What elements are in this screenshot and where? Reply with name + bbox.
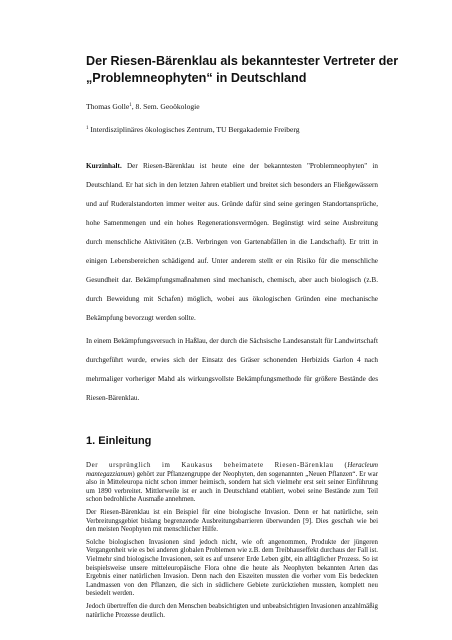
abstract-text-1: Der Riesen-Bärenklau ist heute eine der bekanntesten "Problemneophyten" in Deutschland. Er hat sich in den letzten Jahren etabliert und breitet sich besonders an Fließgewässern und auf Ruderalstandorten immer weiter aus. Gründe dafür sind seine geringen Standortansprüche, hohe Samenmengen und ein hohes Regenerationsvermögen. Begünstigt wird seine Ausbreitung durch menschliche Aktivitäten (z.B. Verbringen von Gartenabfällen in die Landschaft). Er tritt in einigen Lebensbereichen schädigend auf. Unter anderem stellt er ein Risiko für die menschliche Gesundheit dar. Bekämpfungsmaßnahmen sind mechanisch, chemisch, aber auch biologisch (z.B. durch Beweidung mit Schafen) möglich, wobei aus ökologischen Gründen eine mechanische Bekämpfung bevorzugt werden sollte. <box>86 162 378 322</box>
author-affiliation-marker: 1 <box>129 103 132 108</box>
abstract-label: Kurzinhalt. <box>86 162 122 170</box>
introduction-body <box>86 462 378 624</box>
abstract <box>86 157 378 408</box>
intro-paragraph-1 <box>86 462 378 505</box>
affiliation-line <box>86 125 300 135</box>
author-name: Thomas Golle <box>86 102 130 111</box>
abstract-paragraph-1 <box>86 157 378 328</box>
author-line <box>86 102 200 112</box>
abstract-paragraph-2: In einem Bekämpfungsversuch in Haßlau, der durch die Sächsische Landesanstalt für Landwirtschaft durchgeführt wurde, erwies sich der Einsatz des Gräser schonenden Herbizids Garlon 4 nach mehrmaliger vorheriger Mahd als wirkungsvollste Bekämpfungsmethode für größere Bestände des Riesen-Bärenklau. <box>86 337 378 402</box>
section-heading: 1. Einleitung <box>86 435 152 447</box>
paper-title: Der Riesen-Bärenklau als bekanntester Vertreter der „Problemneophyten“ in Deutschland <box>86 54 399 85</box>
intro-p1-rest: ) gehört zur Pflanzengruppe der Neophyten, den sogenannten „Neuen Pflanzen“. Er war also in Mitteleuropa nicht schon immer heimisch, sondern hat sich vielmehr erst seit seiner Einführung um 1890 verbreitet. Mittlerweile ist er auch in Deutschland etabliert, wobei seine Bestände zum Teil schon bedrohliche Ausmaße annehmen. <box>86 470 378 504</box>
affiliation-marker: 1 <box>86 126 89 131</box>
intro-paragraph-3: Solche biologischen Invasionen sind jedoch nicht, wie oft angenommen, Produkte der jüngeren Vergangenheit wie es bei anderen globalen Problemen wie z.B. dem Treibhauseffekt durchaus der Fall ist. Vielmehr sind biologische Invasionen, seit es auf unserer Erde Leben gibt, ein alltäglicher Prozess. So ist beispielsweise unsere mitteleuropäische Flora ohne die heute als Neophyten bekannten Arten das Ergebnis einer natürlichen Invasion. Denn nach den Eiszeiten mussten die vorher vom Eis bedeckten Landmassen von den Pflanzen, die sich in südlichere Gebiete zurückziehen mussten, komplett neu besiedelt werden. <box>86 538 378 598</box>
intro-p1-start: Der ursprünglich im Kaukasus beheimatete Riesen-Bärenklau ( <box>86 462 348 469</box>
intro-paragraph-4: Jedoch übertreffen die durch den Menschen beabsichtigten und unbeabsichtigten Invasionen anzahlmäßig natürliche Prozesse deutlich. <box>86 602 378 619</box>
affiliation-text: Interdisziplinäres ökologisches Zentrum, TU Bergakademie Freiberg <box>88 125 300 134</box>
author-program: , 8. Sem. Geoökologie <box>131 102 200 111</box>
intro-paragraph-2: Der Riesen-Bärenklau ist ein Beispiel für eine biologische Invasion. Denn er hat natürliche, sein Verbreitungsgebiet bislang begrenzende Ausbreitungsbarrieren überwunden [9]. Dies geschah wie bei den meisten Neophyten mit menschlicher Hilfe. <box>86 508 378 534</box>
species-name: Heracleum mantegazzianum <box>86 462 378 478</box>
